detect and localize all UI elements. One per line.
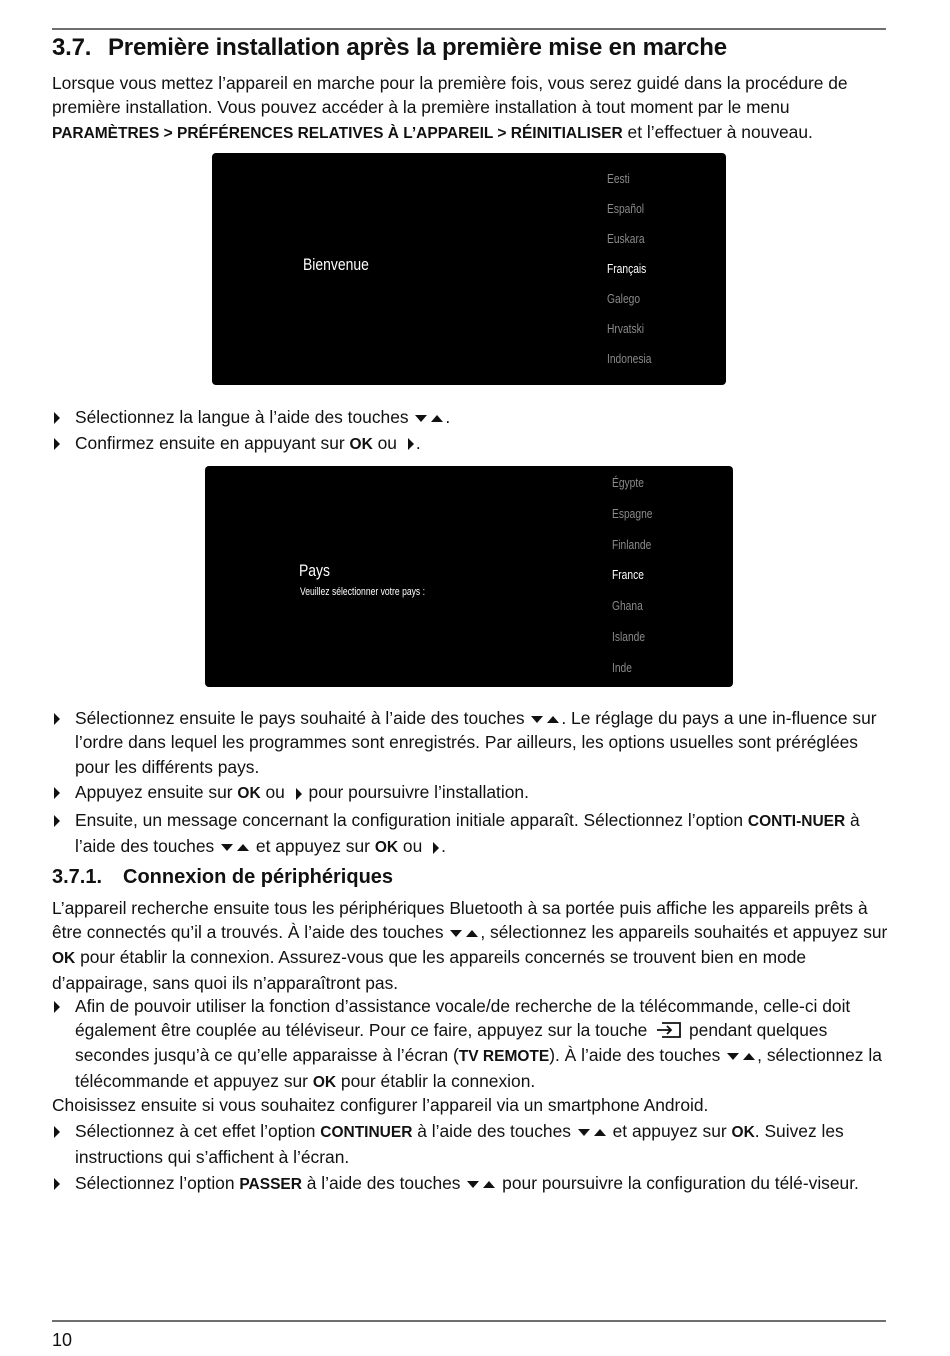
right-arrow-key-icon	[433, 842, 439, 854]
bullet-list-android	[52, 1119, 892, 1199]
country-subtitle: Veuillez sélectionner votre pays :	[300, 586, 425, 598]
input-source-icon	[656, 1021, 682, 1039]
top-rule	[52, 28, 886, 30]
list-item: Sélectionnez la langue à l’aide des touches .	[52, 405, 892, 429]
up-arrow-key-icon	[743, 1053, 755, 1060]
up-arrow-key-icon	[594, 1129, 606, 1136]
list-item: Appuyez ensuite sur OK ou pour poursuivre l’installation.	[52, 780, 892, 806]
language-screen	[212, 153, 726, 385]
up-arrow-key-icon	[431, 415, 443, 422]
right-arrow-key-icon	[296, 788, 302, 800]
country-option[interactable]: Finlande	[612, 538, 652, 552]
bullet-arrow-icon	[54, 787, 60, 799]
bullet-arrow-icon	[54, 1126, 60, 1138]
list-item: Sélectionnez à cet effet l’option CONTINUER à l’aide des touches et appuyez sur OK. Suivez les instructions qui s’affichent à l’écran.	[52, 1119, 892, 1170]
down-arrow-key-icon	[467, 1181, 479, 1188]
subsection-heading: 3.7.1. Connexion de périphériques	[52, 866, 394, 888]
bullet-arrow-icon	[54, 412, 60, 424]
android-paragraph: Choisissez ensuite si vous souhaitez configurer l’appareil via un smartphone Android.	[52, 1095, 709, 1115]
bottom-rule	[52, 1320, 886, 1322]
bullet-arrow-icon	[54, 1001, 60, 1013]
down-arrow-key-icon	[221, 844, 233, 851]
language-option[interactable]: Euskara	[607, 232, 645, 246]
page-number: 10	[52, 1330, 73, 1350]
bullet-list-language	[52, 405, 892, 459]
bullet-list-remote	[52, 994, 892, 1097]
bullet-arrow-icon	[54, 438, 60, 450]
down-arrow-key-icon	[450, 930, 462, 937]
country-title: Pays	[299, 561, 330, 580]
bullet-arrow-icon	[54, 815, 60, 827]
country-option-selected[interactable]: France	[612, 568, 644, 582]
down-arrow-key-icon	[531, 716, 543, 723]
language-option[interactable]: Eesti	[607, 172, 630, 186]
language-option[interactable]: Galego	[607, 292, 641, 306]
down-arrow-key-icon	[578, 1129, 590, 1136]
welcome-title: Bienvenue	[303, 255, 369, 274]
country-option[interactable]: Espagne	[612, 507, 653, 521]
down-arrow-key-icon	[727, 1053, 739, 1060]
language-option[interactable]: Hrvatski	[607, 322, 645, 336]
country-option[interactable]: Ghana	[612, 599, 643, 613]
list-item: Confirmez ensuite en appuyant sur OK ou .	[52, 431, 892, 457]
country-screen	[205, 466, 733, 687]
country-option[interactable]: Islande	[612, 630, 646, 644]
list-item: Afin de pouvoir utiliser la fonction d’assistance vocale/de recherche de la télécommande, celle-ci doit également être couplée au téléviseur. Pour ce faire, appuyez sur la touche pendant quelques secondes jusqu’à ce qu’elle apparaisse à l’écran (TV REMOTE). À l’aide des touches , sélectionnez la télécommande et appuyez sur OK pour établir la connexion.	[52, 994, 892, 1095]
up-arrow-key-icon	[547, 716, 559, 723]
up-arrow-key-icon	[237, 844, 249, 851]
country-option[interactable]: Inde	[612, 661, 632, 675]
list-item: Sélectionnez ensuite le pays souhaité à l’aide des touches . Le réglage du pays a une in-fluence sur l’ordre dans lequel les programmes sont enregistrés. Par ailleurs, les options usuelles sont préréglées pour les différents pays.	[52, 706, 892, 779]
bullet-arrow-icon	[54, 713, 60, 725]
list-item: Ensuite, un message concernant la configuration initiale apparaît. Sélectionnez l’option CONTI-NUER à l’aide des touches et appuyez sur OK ou .	[52, 808, 892, 861]
up-arrow-key-icon	[483, 1181, 495, 1188]
bullet-arrow-icon	[54, 1178, 60, 1190]
up-arrow-key-icon	[466, 930, 478, 937]
bullet-list-country	[52, 706, 892, 862]
country-option[interactable]: Égypte	[612, 476, 644, 490]
language-option-selected[interactable]: Français	[607, 262, 647, 276]
language-option[interactable]: Indonesia	[607, 352, 652, 366]
list-item: Sélectionnez l’option PASSER à l’aide des touches pour poursuivre la configuration du télé-viseur.	[52, 1171, 892, 1197]
section-heading: 3.7. Première installation après la première mise en marche	[52, 34, 727, 61]
language-option[interactable]: Español	[607, 202, 645, 216]
bluetooth-paragraph: L’appareil recherche ensuite tous les périphériques Bluetooth à sa portée puis affiche les appareils prêts à être connectés qu’il a trouvés. À l’aide des touches , sélectionnez les appareils souhaités et appuyez sur OK pour établir la connexion. Assurez-vous que les appareils concernés se trouvent bien en mode d’appairage, sans quoi ils n’apparaîtront pas.	[52, 898, 888, 993]
right-arrow-key-icon	[408, 438, 414, 450]
intro-paragraph: Lorsque vous mettez l’appareil en marche pour la première fois, vous serez guidé dans la procédure de première installation. Vous pouvez accéder à la première installation à tout moment par le menu PARAMÈTRES > PRÉFÉRENCES RELATIVES À L’APPAREIL > RÉINITIALISER et l’effectuer à nouveau.	[52, 73, 848, 142]
menu-path: PARAMÈTRES > PRÉFÉRENCES RELATIVES À L’APPAREIL > RÉINITIALISER	[52, 124, 623, 142]
down-arrow-key-icon	[415, 415, 427, 422]
